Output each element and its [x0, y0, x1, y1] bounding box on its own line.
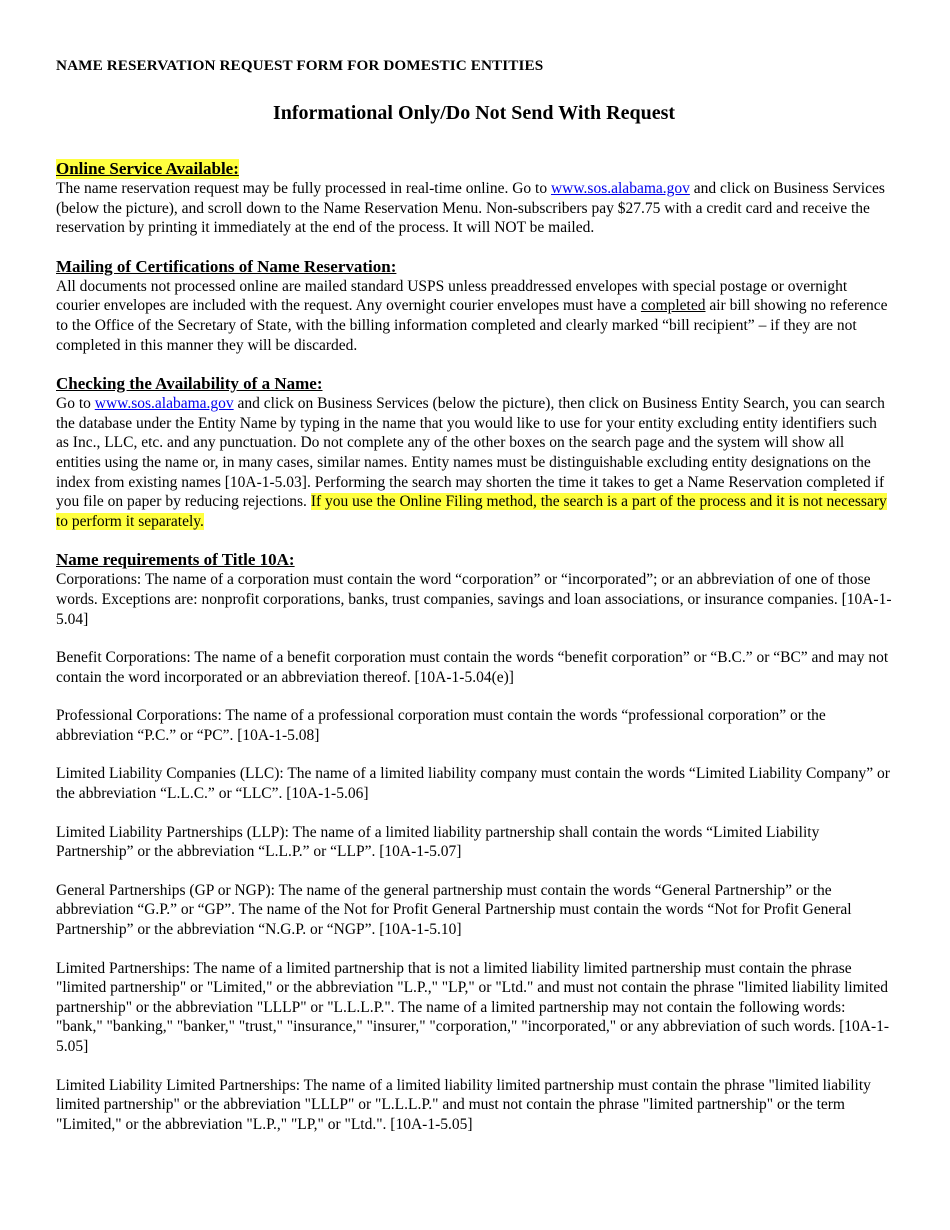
requirement-limited-partnerships: Limited Partnerships: The name of a limited partnership that is not a limited liability limited partnership must contain the phrase "limited partnership" or "Limited," or the abbreviation "L.P.," "LP," or "Ltd." and must not contain the phrase "limited liability limited partnership" or the abbreviation "LLLP" or "L.L.L.P.". The name of a limited partnership may not contain the following words: "bank," "banking," "banker," "trust," "insurance," "insurer," "corporation," "incorporated," or any abbreviation of such words. [10A-1-5.05]: [56, 959, 890, 1055]
form-title: NAME RESERVATION REQUEST FORM FOR DOMESTIC ENTITIES: [56, 57, 544, 74]
online-service-text-2: and click on Business Services (below the picture), and scroll down to the Name Reservation Menu. Non-subscribers pay $27.75 with a credit card and receive the reservation by printing it immediately at the end of the process. It will NOT be mailed.: [56, 180, 885, 237]
requirements-section: [56, 550, 892, 1134]
online-service-section: [56, 159, 892, 238]
mailing-text-2: air bill showing no reference to the Office of the Secretary of State, with the billing information completed and clearly marked “bill recipient” – if they are not completed in this manner they will be discarded.: [56, 297, 888, 354]
mailing-text: [56, 277, 892, 355]
requirement-professional-corporations: Professional Corporations: The name of a professional corporation must contain the words “professional corporation” or the abbreviation “P.C.” or “PC”. [10A-1-5.08]: [56, 707, 826, 744]
availability-text-2: and click on Business Services (below the picture), then click on Business Entity Search, you can search the database under the Entity Name by typing in the name that you would like to use for your entity excluding entity identifiers such as Inc., LLC, etc. and any punctuation. Do not complete any of the other boxes on the search page and the system will show all entities using the name or, in many cases, similar names. Entity names must be distinguishable excluding entity designations on the index from existing names [10A-1-5.03]. Performing the search may shorten the time it takes to get a Name Reservation completed if you file on paper by reducing rejections.: [56, 395, 885, 511]
requirement-benefit-corporations: Benefit Corporations: The name of a benefit corporation must contain the words “benefit corporation” or “B.C.” or “BC” and may not contain the word incorporated or an abbreviation thereof. [10A-1-5.04(e)]: [56, 649, 889, 686]
requirements-heading: Name requirements of Title 10A:: [56, 550, 295, 570]
mailing-text-1: All documents not processed online are mailed standard USPS unless preaddressed envelopes with special postage or overnight courier envelopes are included with the request. Any overnight courier envelopes must have a: [56, 277, 848, 315]
sos-website-link-2[interactable]: www.sos.alabama.gov: [94, 395, 234, 413]
availability-highlighted-text: If you use the Online Filing method, the search is a part of the process and it is not necessary to perform it separately.: [56, 493, 887, 530]
requirement-corporations: Corporations: The name of a corporation must contain the word “corporation” or “incorporated”; or an abbreviation of one of those words. Exceptions are: nonprofit corporations, banks, trust companies, savings and loan associations, or insurance companies. [10A-1-5.04]: [56, 571, 892, 628]
online-service-text-1: The name reservation request may be fully processed in real-time online. Go to: [56, 180, 551, 197]
requirement-llp: Limited Liability Partnerships (LLP): The name of a limited liability partnership shall contain the words “Limited Liability Partnership” or the abbreviation “L.L.P.” or “LLP”. [10A-1-5.07]: [56, 823, 820, 861]
page-subtitle: Informational Only/Do Not Send With Request: [272, 102, 676, 124]
availability-heading: Checking the Availability of a Name:: [56, 374, 323, 394]
online-service-text: [56, 179, 892, 238]
availability-section: [56, 374, 892, 531]
requirement-llc: Limited Liability Companies (LLC): The name of a limited liability company must contain the words “Limited Liability Company” or the abbreviation “L.L.C.” or “LLC”. [10A-1-5.06]: [56, 765, 890, 803]
mailing-heading: Mailing of Certifications of Name Reservation:: [56, 256, 397, 276]
requirement-general-partnerships: General Partnerships (GP or NGP): The name of the general partnership must contain the words “General Partnership” or the abbreviation “G.P.” or “GP”. The name of the Not for Profit General Partnership must contain the words “Not for Profit General Partnership” or the abbreviation “N.G.P. or “NGP”. [10A-1-5.10]: [56, 881, 852, 939]
availability-text-1: Go to: [56, 395, 95, 413]
mailing-underlined-word: completed: [640, 297, 706, 315]
requirement-lllp: Limited Liability Limited Partnerships: The name of a limited liability limited partnership must contain the phrase "limited liability limited partnership" or the abbreviation "LLLP" or "L.L.L.P." and must not contain the phrase "limited partnership" or the term "Limited," or the abbreviation "L.P.," "LP," or "Ltd.". [10A-1-5.05]: [56, 1076, 871, 1133]
mailing-section: [56, 257, 892, 355]
availability-text: [56, 394, 892, 531]
document-page: [56, 56, 892, 1134]
online-service-heading: Online Service Available:: [56, 159, 239, 178]
sos-website-link[interactable]: www.sos.alabama.gov: [550, 180, 690, 197]
